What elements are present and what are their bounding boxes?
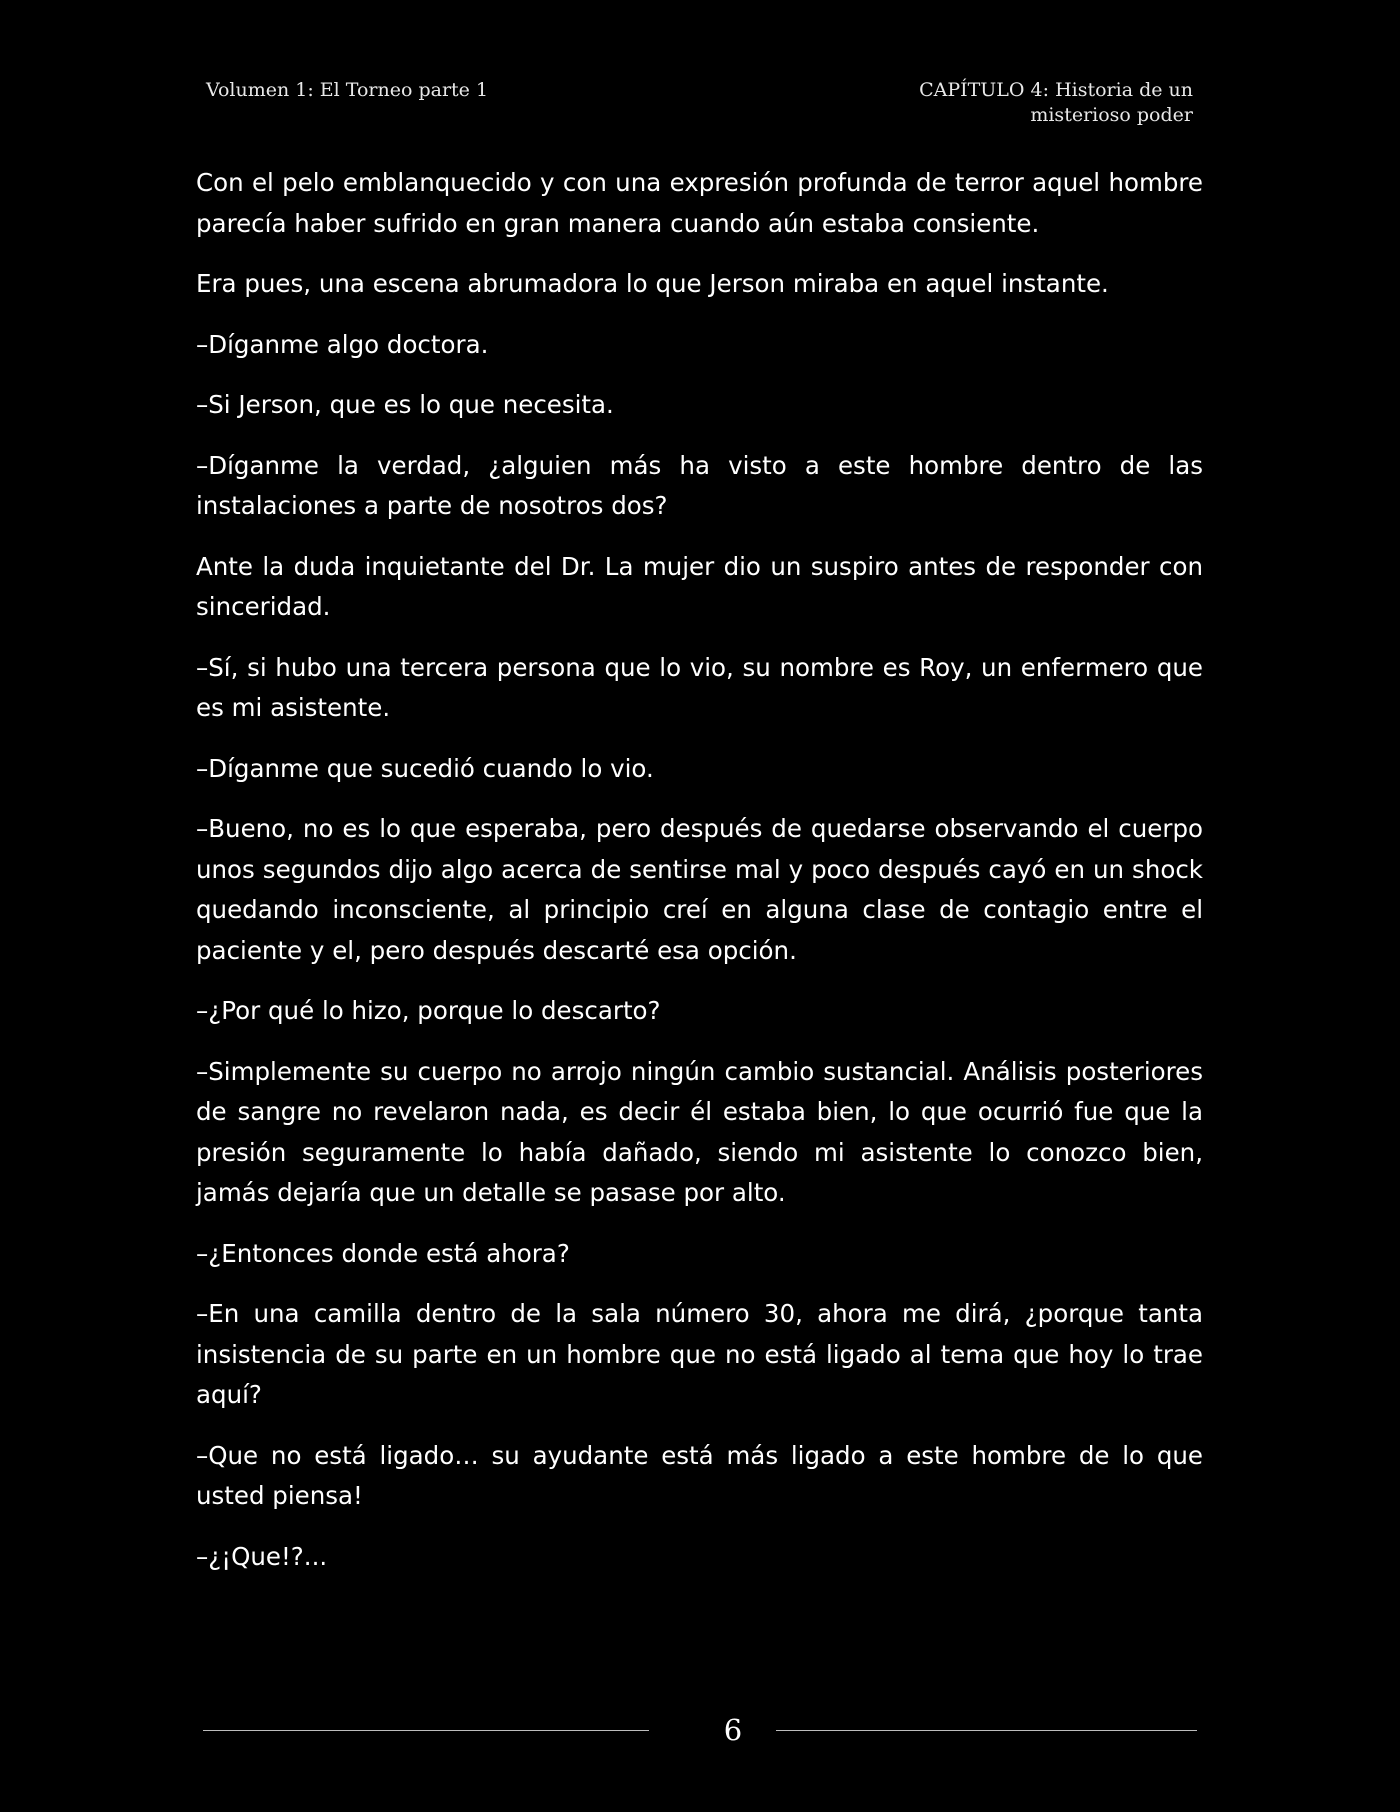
paragraph-9: –Bueno, no es lo que esperaba, pero después de quedarse observando el cuerpo unos segundos dijo algo acerca de sentirse mal y poco después cayó en un shock quedando inconsciente, al principio creí en alguna clase de contagio entre el paciente y el, pero después descarté esa opción. — [196, 814, 1203, 965]
paragraph-13: –En una camilla dentro de la sala número 30, ahora me dirá, ¿porque tanta insistencia de su parte en un hombre que no está ligado al tema que hoy lo trae aquí? — [196, 1299, 1203, 1409]
page-number: 6 — [723, 1713, 743, 1747]
paragraph-15: –¿¡Que!?... — [196, 1541, 328, 1571]
paragraph-14: –Que no está ligado… su ayudante está más ligado a este hombre de lo que usted piensa! — [196, 1440, 1203, 1510]
chapter-title-line-1: CAPÍTULO 4: Historia de un — [919, 79, 1193, 101]
chapter-title — [873, 78, 1193, 128]
paragraph-10: –¿Por qué lo hizo, porque lo descarto? — [196, 996, 661, 1025]
paragraph-1: Con el pelo emblanquecido y con una expresión profunda de terror aquel hombre parecía haber sufrido en gran manera cuando aún estaba consiente. — [196, 168, 1203, 238]
paragraph-3: –Díganme algo doctora. — [196, 329, 489, 359]
volume-title: Volumen 1: El Torneo parte 1 — [206, 79, 489, 101]
paragraph-4: –Si Jerson, que es lo que necesita. — [196, 390, 614, 419]
paragraph-7: –Sí, si hubo una tercera persona que lo vio, su nombre es Roy, un enfermero que es mi asistente. — [196, 652, 1203, 722]
paragraph-5: –Díganme la verdad, ¿alguien más ha visto a este hombre dentro de las instalaciones a parte de nosotros dos? — [196, 450, 1203, 520]
footer-rule-right — [776, 1730, 1197, 1731]
page-footer — [203, 1710, 1197, 1750]
paragraph-2: Era pues, una escena abrumadora lo que Jerson miraba en aquel instante. — [196, 269, 1109, 298]
paragraph-6: Ante la duda inquietante del Dr. La mujer dio un suspiro antes de responder con sinceridad. — [196, 551, 1203, 621]
paragraph-12: –¿Entonces donde está ahora? — [196, 1238, 570, 1268]
chapter-title-line-2: misterioso poder — [1030, 104, 1193, 126]
footer-rule-left — [203, 1730, 649, 1731]
page-body — [196, 163, 1203, 1597]
paragraph-8: –Díganme que sucedió cuando lo vio. — [196, 753, 654, 783]
running-header — [206, 78, 1193, 138]
paragraph-11: –Simplemente su cuerpo no arrojo ningún cambio sustancial. Análisis posteriores de sangre no revelaron nada, es decir él estaba bien, lo que ocurrió fue que la presión seguramente lo había dañado, siendo mi asistente lo conozco bien, jamás dejaría que un detalle se pasase por alto. — [196, 1056, 1203, 1207]
